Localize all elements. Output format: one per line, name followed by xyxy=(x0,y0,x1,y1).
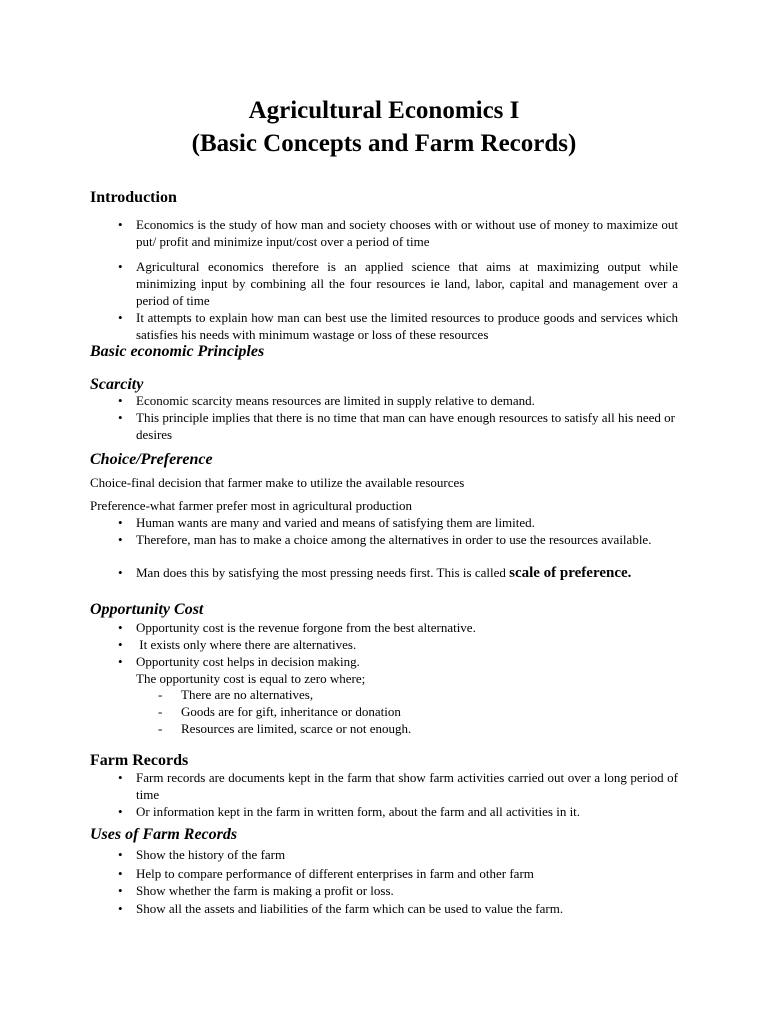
list-item: • Opportunity cost is the revenue forgone from the best alternative. xyxy=(118,620,476,635)
list-item: • Or information kept in the farm in written form, about the farm and all activities in it. xyxy=(118,804,581,819)
page-title: Agricultural Economics I xyxy=(248,97,520,124)
bullet-icon: • xyxy=(118,393,123,408)
opportunity-cost-heading: Opportunity Cost xyxy=(90,601,204,618)
introduction-heading: Introduction xyxy=(90,189,177,206)
choice-preference-heading: Choice/Preference xyxy=(90,451,213,468)
list-item: • It attempts to explain how man can best use the limited resources to produce goods and services which satisfies his needs with minimum wastage or loss of these resources xyxy=(118,310,678,342)
bullet-icon: • xyxy=(118,620,123,635)
uses-of-farm-records-heading: Uses of Farm Records xyxy=(90,826,238,843)
preference-definition: Preference-what farmer prefer most in agricultural production xyxy=(90,498,412,513)
bullet-icon: • xyxy=(118,770,123,785)
bullet-icon: • xyxy=(118,883,123,898)
list-item: • Agricultural economics therefore is an applied science that aims at maximizing output while minimizing input by combining all the four resources ie land, labor, capital and management over a period of time xyxy=(118,259,678,308)
dash-item: - There are no alternatives, xyxy=(158,687,314,702)
dash-item: - Goods are for gift, inheritance or donation xyxy=(158,704,401,719)
dash-item: - Resources are limited, scarce or not enough. xyxy=(158,721,412,736)
list-item: • This principle implies that there is no time that man can have enough resources to satisfy all his need or desires xyxy=(118,410,675,442)
list-item: • It exists only where there are alternatives. xyxy=(118,637,357,652)
bullet-icon: • xyxy=(118,654,123,669)
scarcity-heading: Scarcity xyxy=(90,376,144,393)
list-item: • Therefore, man has to make a choice among the alternatives in order to use the resources available. xyxy=(118,532,652,547)
list-item: • Help to compare performance of different enterprises in farm and other farm xyxy=(118,866,534,881)
list-item: • Show the history of the farm xyxy=(118,847,286,862)
bullet-icon: • xyxy=(118,410,123,425)
zero-cost-intro: The opportunity cost is equal to zero where; xyxy=(136,671,366,686)
list-item: • Farm records are documents kept in the farm that show farm activities carried out over a long period of time xyxy=(118,770,678,802)
bullet-icon: • xyxy=(118,901,123,916)
list-item: • Human wants are many and varied and means of satisfying them are limited. xyxy=(118,515,535,530)
bullet-icon: • xyxy=(118,515,123,530)
bullet-icon: • xyxy=(118,565,123,580)
farm-records-heading: Farm Records xyxy=(90,752,189,769)
bullet-icon: • xyxy=(118,804,123,819)
bullet-icon: • xyxy=(118,259,123,274)
list-item: • Opportunity cost helps in decision making. xyxy=(118,654,360,669)
bullet-icon: • xyxy=(118,637,123,652)
bullet-icon: • xyxy=(118,866,123,881)
bullet-icon: • xyxy=(118,532,123,547)
choice-definition: Choice-final decision that farmer make to utilize the available resources xyxy=(90,475,465,490)
list-item: • Man does this by satisfying the most pressing needs first. This is called scale of preference. xyxy=(118,565,632,581)
list-item: • Economic scarcity means resources are limited in supply relative to demand. xyxy=(118,393,535,408)
basic-principles-heading: Basic economic Principles xyxy=(90,343,265,360)
page-subtitle: (Basic Concepts and Farm Records) xyxy=(191,130,577,157)
scale-of-preference-term: scale of preference. xyxy=(509,565,632,581)
list-item: • Economics is the study of how man and society chooses with or without use of money to maximize out put/ profit and minimize input/cost over a period of time xyxy=(118,217,678,249)
bullet-icon: • xyxy=(118,217,123,232)
list-item: • Show all the assets and liabilities of the farm which can be used to value the farm. xyxy=(118,901,564,916)
list-item: • Show whether the farm is making a profit or loss. xyxy=(118,883,394,898)
bullet-icon: • xyxy=(118,310,123,325)
bullet-icon: • xyxy=(118,847,123,862)
